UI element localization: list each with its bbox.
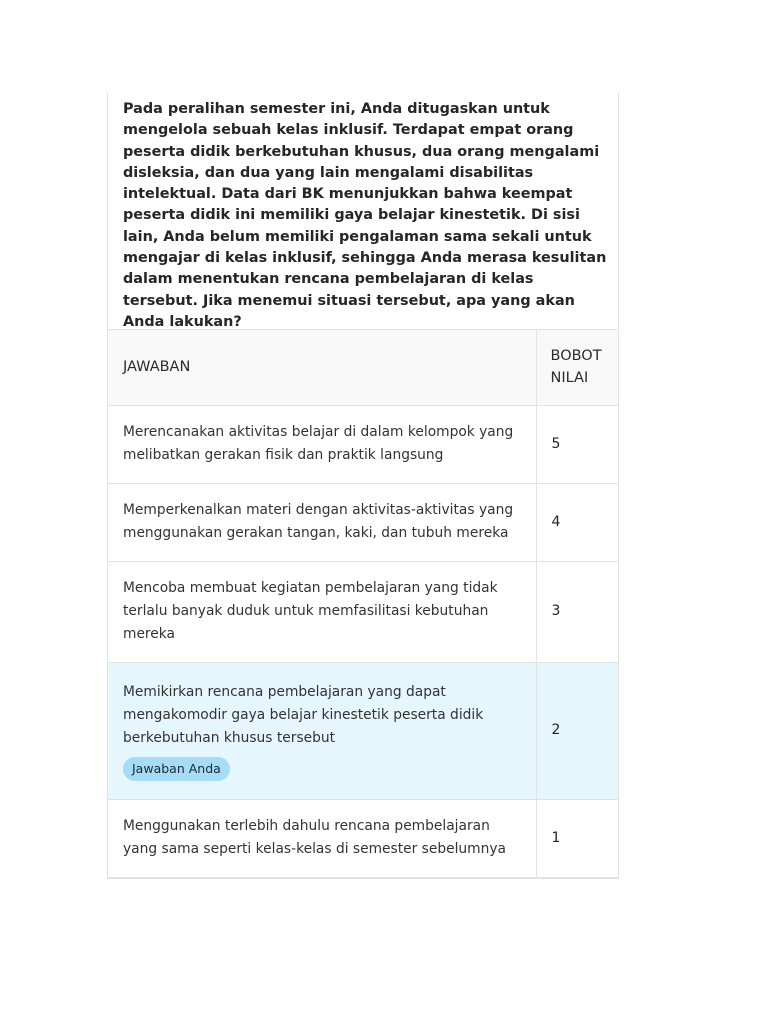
- answer-option-text: Memikirkan rencana pembelajaran yang dapat mengakomodir gaya belajar kinestetik peserta didik berkebutuhan khusus tersebut: [123, 683, 484, 746]
- table-row: [108, 561, 618, 662]
- table-row: [108, 405, 618, 483]
- header-score: BOBOT NILAI: [536, 330, 618, 405]
- answer-option-text: Mencoba membuat kegiatan pembelajaran yang tidak terlalu banyak duduk untuk memfasilitasi kebutuhan mereka: [108, 561, 536, 662]
- header-answer: JAWABAN: [108, 330, 536, 405]
- answer-option-text: Merencanakan aktivitas belajar di dalam kelompok yang melibatkan gerakan fisik dan praktik langsung: [108, 405, 536, 483]
- table-row-selected: [108, 662, 618, 799]
- answer-option-text: Memperkenalkan materi dengan aktivitas-aktivitas yang menggunakan gerakan tangan, kaki, dan tubuh mereka: [108, 483, 536, 561]
- answer-score: 2: [536, 662, 618, 799]
- question-text: Pada peralihan semester ini, Anda ditugaskan untuk mengelola sebuah kelas inklusif. Terdapat empat orang peserta didik berkebutuhan khusus, dua orang mengalami disleksia, dan dua yang lain mengalami disabilitas intelektual. Data dari BK menunjukkan bahwa keempat peserta didik ini memiliki gaya belajar kinestetik. Di sisi lain, Anda belum memiliki pengalaman sama sekali untuk mengajar di kelas inklusif, sehingga Anda merasa kesulitan dalam menentukan rencana pembelajaran di kelas tersebut. Jika menemui situasi tersebut, apa yang akan Anda lakukan?: [123, 101, 607, 330]
- selected-answer-cell: [108, 662, 536, 799]
- answer-score: 1: [536, 799, 618, 877]
- question-box: [108, 93, 618, 330]
- answer-score: 4: [536, 483, 618, 561]
- question-card: [107, 93, 619, 879]
- answer-score: 3: [536, 561, 618, 662]
- table-header-row: [108, 330, 618, 405]
- answer-option-text: Menggunakan terlebih dahulu rencana pembelajaran yang sama seperti kelas-kelas di semester sebelumnya: [108, 799, 536, 877]
- answer-score: 5: [536, 405, 618, 483]
- your-answer-badge: Jawaban Anda: [123, 757, 230, 781]
- answer-table: [108, 330, 618, 878]
- table-row: [108, 483, 618, 561]
- table-row: [108, 799, 618, 877]
